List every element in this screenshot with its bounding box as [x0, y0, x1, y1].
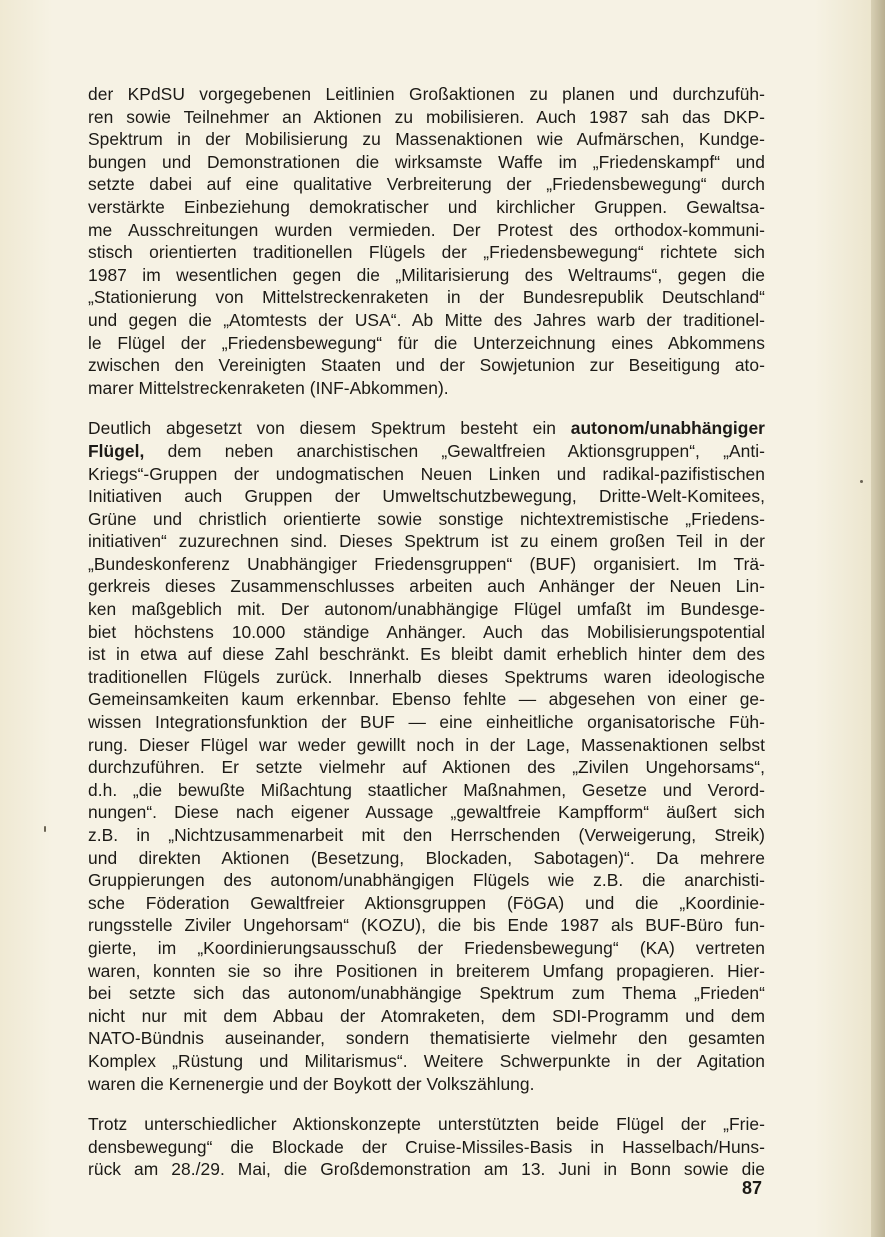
body-text	[88, 83, 765, 1199]
text-line: zwischen den Vereinigten Staaten und der Sowjetunion zur Beseitigung ato-	[88, 355, 765, 376]
text-line: durchzuführen. Er setzte vielmehr auf Aktionen des „Zivilen Ungehorsams“,	[88, 757, 765, 778]
text-line: rung. Dieser Flügel war weder gewillt noch in der Lage, Massenaktionen selbst	[88, 734, 765, 755]
text-line: und gegen die „Atomtests der USA“. Ab Mitte des Jahres warb der traditionel-	[88, 309, 765, 330]
text-line: waren, konnten sie so ihre Positionen in breiterem Umfang propagieren. Hier-	[88, 960, 765, 981]
text-line: der KPdSU vorgegebenen Leitlinien Großaktionen zu planen und durchzufüh-	[88, 84, 765, 104]
text-line: ken maßgeblich mit. Der autonom/unabhängige Flügel umfaßt im Bundesge-	[88, 599, 765, 620]
text-line: sche Föderation Gewaltfreier Aktionsgruppen (FöGA) und die „Koordinie-	[88, 892, 765, 913]
text-line: waren die Kernenergie und der Boykott der Volkszählung.	[88, 1073, 535, 1094]
text-line: gierte, im „Koordinierungsausschuß der Friedensbewegung“ (KA) vertreten	[88, 937, 765, 958]
text-line: „Stationierung von Mittelstreckenraketen in der Bundesrepublik Deutschland“	[88, 287, 765, 308]
paragraph-1	[88, 83, 765, 399]
text-line: bungen und Demonstrationen die wirksamste Waffe im „Friedenskampf“ und	[88, 151, 765, 172]
text-line: und direkten Aktionen (Besetzung, Blockaden, Sabotagen)“. Da mehrere	[88, 847, 765, 868]
text-line: Gruppierungen des autonom/unabhängigen Flügels wie z.B. die anarchisti-	[88, 870, 765, 891]
text-line: nicht nur mit dem Abbau der Atomraketen, dem SDI-Programm und dem	[88, 1005, 765, 1026]
text-line: wissen Integrationsfunktion der BUF — eine einheitliche organisatorische Füh-	[88, 712, 765, 733]
page-edge-shadow	[871, 0, 885, 1237]
text-line: ist in etwa auf diese Zahl beschränkt. Es bleibt damit erheblich hinter dem des	[88, 644, 765, 665]
text-line: Initiativen auch Gruppen der Umweltschutzbewegung, Dritte-Welt-Komitees,	[88, 486, 765, 507]
text-line: Gemeinsamkeiten kaum erkennbar. Ebenso fehlte — abgesehen von einer ge-	[88, 689, 765, 710]
text-line: ren sowie Teilnehmer an Aktionen zu mobilisieren. Auch 1987 sah das DKP-	[88, 106, 765, 127]
text-line: z.B. in „Nichtzusammenarbeit mit den Herrschenden (Verweigerung, Streik)	[88, 825, 765, 845]
text-line: stisch orientierten traditionellen Flügels der „Friedensbewegung“ richtete sich	[88, 242, 765, 263]
paragraph-2	[88, 417, 765, 1095]
text-line: 1987 im wesentlichen gegen die „Militarisierung des Weltraums“, gegen die	[88, 264, 765, 285]
scan-speck	[860, 480, 863, 483]
text-line: „Bundeskonferenz Unabhängiger Friedensgruppen“ (BUF) organisiert. Im Trä-	[88, 553, 765, 574]
text-run: Deutlich abgesetzt von diesem Spektrum besteht ein	[88, 418, 571, 439]
text-line: Trotz unterschiedlicher Aktionskonzepte unterstützten beide Flügel der „Frie-	[88, 1114, 765, 1135]
text-line: biet höchstens 10.000 ständige Anhänger. Auch das Mobilisierungspotential	[88, 621, 765, 642]
text-line: setzte dabei auf eine qualitative Verbreiterung der „Friedensbewegung“ durch	[88, 174, 765, 195]
text-line: me Ausschreitungen wurden vermieden. Der Protest des orthodox-kommuni-	[88, 219, 765, 240]
text-line	[88, 417, 765, 440]
text-line: verstärkte Einbeziehung demokratischer und kirchlicher Gruppen. Gewaltsa-	[88, 196, 765, 217]
text-line: Kriegs“-Gruppen der undogmatischen Neuen Linken und radikal-pazifistischen	[88, 463, 765, 484]
page-number: 87	[742, 1178, 763, 1198]
text-line: traditionellen Flügels zurück. Innerhalb dieses Spektrums waren ideologische	[88, 666, 765, 687]
text-line: gerkreis dieses Zusammenschlusses arbeiten auch Anhänger der Neuen Lin-	[88, 576, 765, 597]
text-line: Komplex „Rüstung und Militarismus“. Weitere Schwerpunkte in der Agitation	[88, 1050, 765, 1071]
text-line: nungen“. Diese nach eigener Aussage „gewaltfreie Kampfform“ äußert sich	[88, 802, 765, 823]
text-line: bei setzte sich das autonom/unabhängige Spektrum zum Thema „Frieden“	[88, 983, 765, 1004]
text-line	[88, 440, 765, 463]
text-line: d.h. „die bewußte Mißachtung staatlicher Maßnahmen, Gesetze und Verord-	[88, 779, 765, 800]
bold-term: Flügel,	[88, 440, 145, 461]
bold-term: autonom/unabhängiger	[570, 418, 765, 439]
text-line: Grüne und christlich orientierte sowie sonstige nichtextremistische „Friedens-	[88, 508, 765, 529]
text-line: densbewegung“ die Blockade der Cruise-Missiles-Basis in Hasselbach/Huns-	[88, 1136, 765, 1157]
text-line: NATO-Bündnis auseinander, sondern thematisierte vielmehr den gesamten	[88, 1028, 765, 1049]
text-line: Spektrum in der Mobilisierung zu Massenaktionen wie Aufmärschen, Kundge-	[88, 129, 765, 150]
text-line: rungsstelle Ziviler Ungehorsam“ (KOZU), die bis Ende 1987 als BUF-Büro fun-	[88, 915, 765, 936]
text-line: rück am 28./29. Mai, die Großdemonstration am 13. Juni in Bonn sowie die	[88, 1159, 765, 1180]
text-line: le Flügel der „Friedensbewegung“ für die Unterzeichnung eines Abkommens	[88, 332, 765, 353]
scan-speck	[44, 826, 46, 832]
paragraph-3	[88, 1113, 765, 1181]
text-line: initiativen“ zuzurechnen sind. Dieses Spektrum ist zu einem großen Teil in der	[88, 531, 765, 552]
text-line: marer Mittelstreckenraketen (INF-Abkommen).	[88, 377, 449, 398]
text-run: dem neben anarchistischen „Gewaltfreien Aktionsgruppen“, „Anti-	[144, 440, 765, 461]
